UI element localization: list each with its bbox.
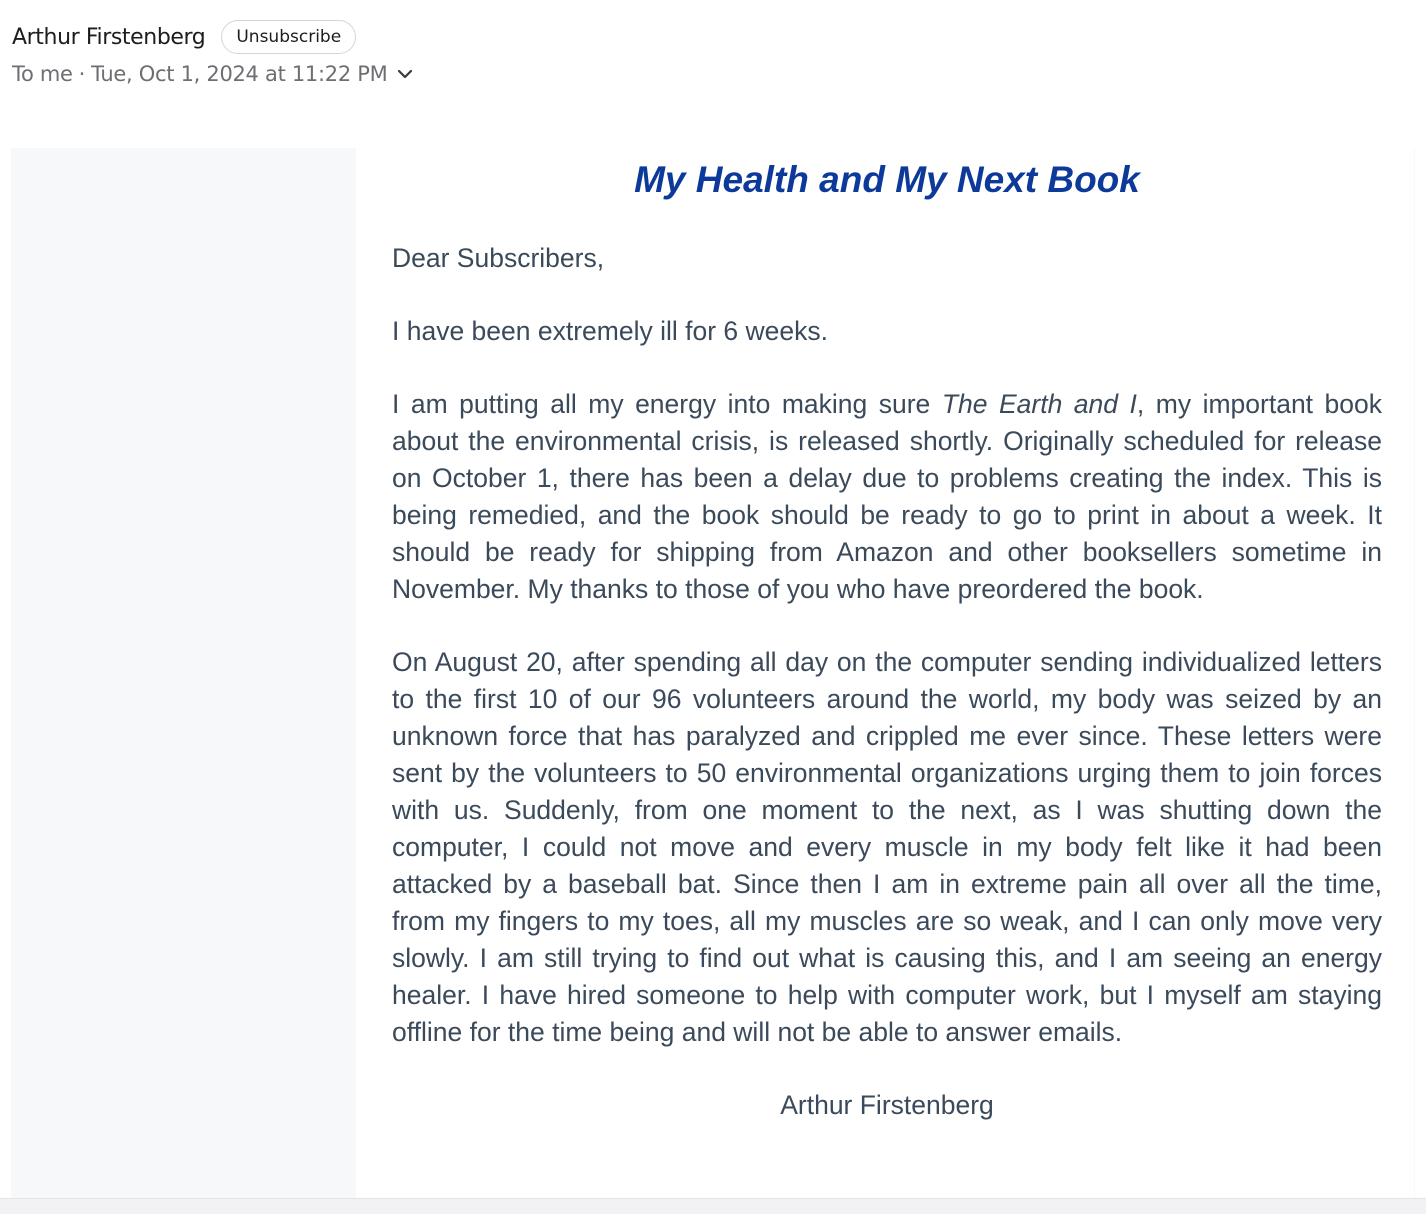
greeting: Dear Subscribers, [392,243,605,273]
book-title: The Earth and I [941,389,1137,419]
paragraph-illness: I have been extremely ill for 6 weeks. [392,316,828,346]
bottom-scroll-bar [0,1198,1426,1214]
sent-date: Tue, Oct 1, 2024 at 11:22 PM [91,62,388,86]
signature: Arthur Firstenberg [780,1090,994,1120]
recipient-label: To me [12,62,73,86]
unsubscribe-button[interactable]: Unsubscribe [221,20,356,54]
email-meta [12,56,1426,92]
email-article [392,148,1382,1124]
meta-separator: · [78,62,86,86]
chevron-down-icon-svg [395,64,415,84]
email-body-frame [11,148,1415,1198]
email-title: My Health and My Next Book [634,159,1140,200]
right-gutter [1414,148,1415,1198]
paragraph-book-intro: I am putting all my energy into making sure [392,389,942,419]
paragraph-book [392,386,1382,608]
sender-name[interactable]: Arthur Firstenberg [12,24,206,50]
left-gutter [11,148,356,1198]
paragraph-book-rest: , my important book about the environmental crisis, is released shortly. Originally scheduled for release on October 1, there has been a delay due to problems creating the index. This is being remedied, and the book should be ready to go to print in about a week. It should be ready for shipping from Amazon and other booksellers sometime in November. My thanks to those of you who have preordered the book. [392,389,1383,604]
paragraph-august: On August 20, after spending all day on the computer sending individualized letters to the first 10 of our 96 volunteers around the world, my body was seized by an unknown force that has paralyzed and crippled me ever since. These letters were sent by the volunteers to 50 environmental organizations urging them to join forces with us. Suddenly, from one moment to the next, as I was shutting down the computer, I could not move and every muscle in my body felt like it had been attacked by a baseball bat. Since then I am in extreme pain all over all the time, from my fingers to my toes, all my muscles are so weak, and I can only move very slowly. I am still trying to find out what is causing this, and I am seeing an energy healer. I have hired someone to help with computer work, but I myself am staying offline for the time being and will not be able to answer emails. [392,647,1382,1047]
email-header [12,18,1426,92]
chevron-down-icon[interactable] [395,64,415,84]
sender-row [12,18,1426,56]
